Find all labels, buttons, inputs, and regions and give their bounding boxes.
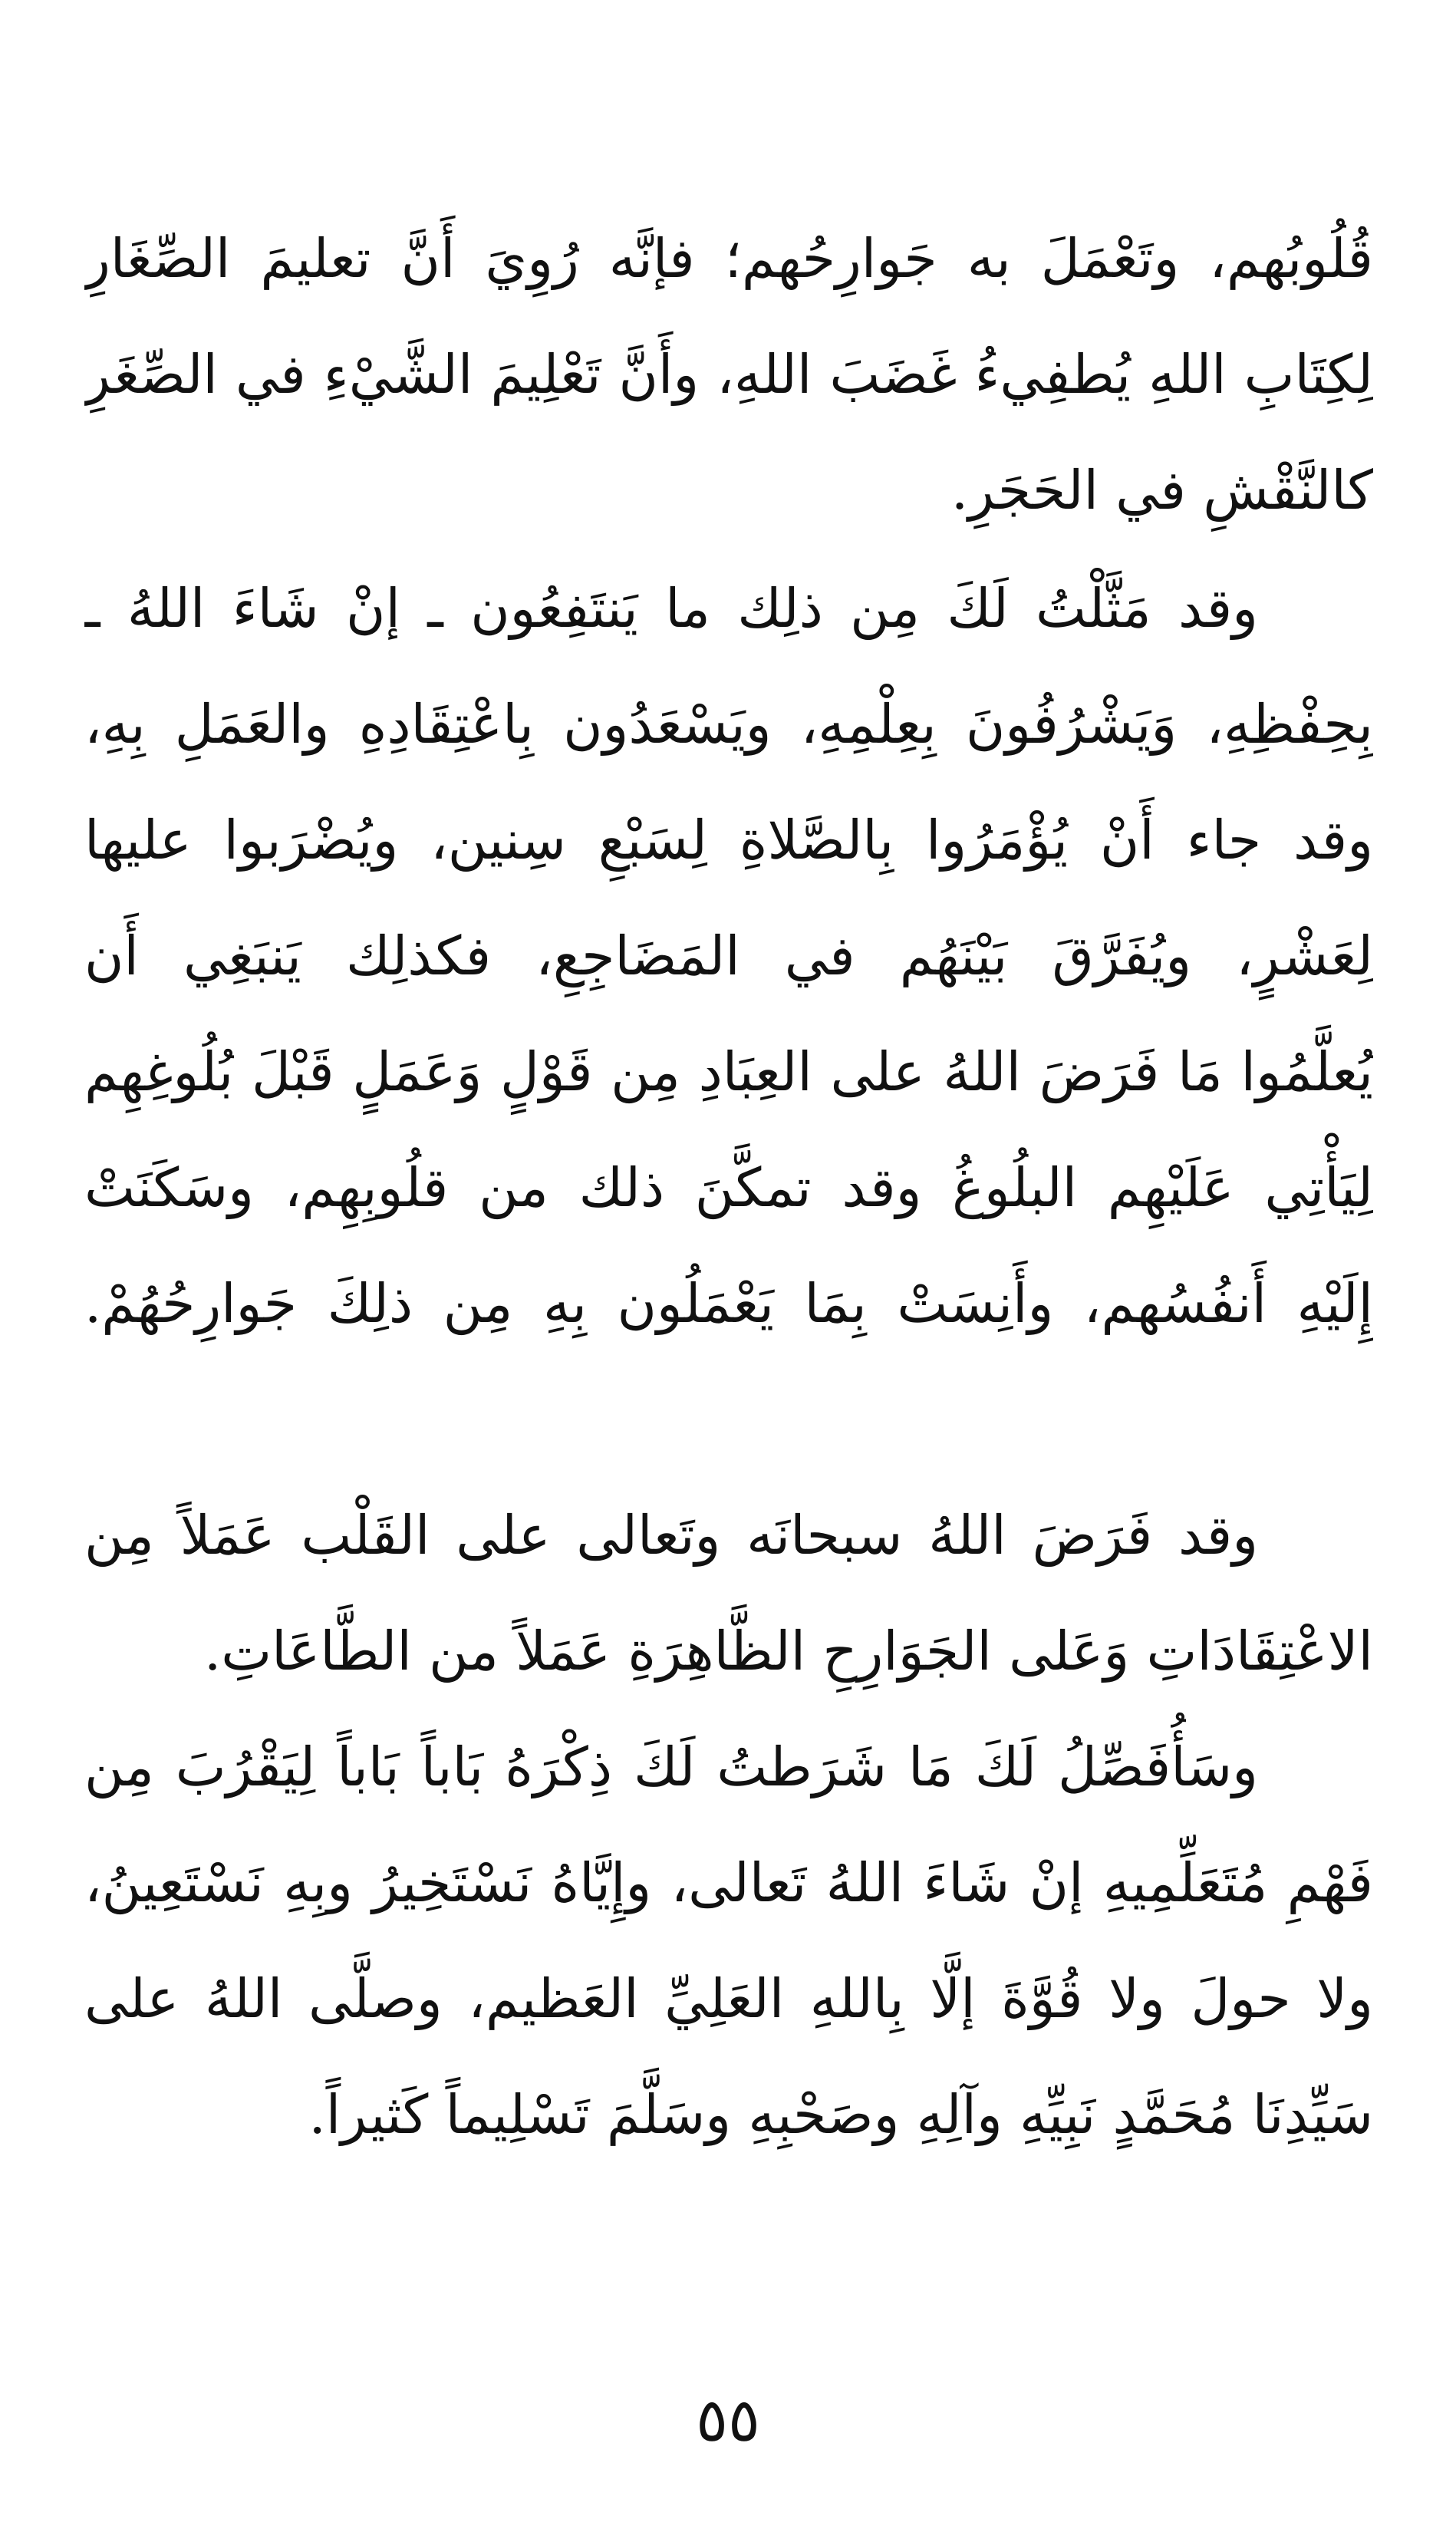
text-line: لِيَأْتِي عَلَيْهِم البلُوغُ وقد تمكَّنَ ذلك من قلُوبِهِم، وسَكَنَتْ (84, 1156, 1373, 1219)
text-line: لِعَشْرٍ، ويُفَرَّقَ بَيْنَهُم في المَضَاجِعِ، فكذلِك يَنبَغِي أَن (84, 925, 1373, 987)
paragraph-1 (84, 201, 1373, 549)
text-line: ولا حولَ ولا قُوَّةَ إلَّا بِاللهِ العَلِيِّ العَظيم، وصلَّى اللهُ على (84, 1967, 1373, 2030)
text-line: فَهْمِ مُتَعَلِّمِيهِ إنْ شَاءَ اللهُ تَعالى، وإِيَّاهُ نَسْتَخِيرُ وبِهِ نَسْتَعِينُ، (84, 1851, 1373, 1914)
paragraph-3 (84, 1478, 1373, 1709)
text-line: الاعْتِقَادَاتِ وَعَلى الجَوَارِحِ الظَّاهِرَةِ عَمَلاً من الطَّاعَاتِ. (204, 1620, 1373, 1683)
text-line: وسَأُفَصِّلُ لَكَ مَا شَرَطتُ لَكَ ذِكْرَهُ بَاباً بَاباً لِيَقْرُبَ مِن (84, 1736, 1258, 1798)
text-line: وقد جاء أَنْ يُؤْمَرُوا بِالصَّلاةِ لِسَبْعِ سِنين، ويُضْرَبوا عليها (84, 809, 1373, 872)
text-line: سَيِّدِنَا مُحَمَّدٍ نَبِيِّهِ وآلِهِ وصَحْبِهِ وسَلَّمَ تَسْلِيماً كَثيراً. (308, 2083, 1373, 2146)
paragraph-4 (84, 1709, 1373, 2173)
text-line: وقد مَثَّلْتُ لَكَ مِن ذلِك ما يَنتَفِعُون ـ إنْ شَاءَ اللهُ ـ (84, 577, 1258, 640)
text-line: كالنَّقْشِ في الحَجَرِ. (950, 459, 1373, 522)
page-number: ٥٥ (696, 2386, 760, 2455)
text-line: بِحِفْظِهِ، وَيَشْرُفُونَ بِعِلْمِهِ، ويَسْعَدُون بِاعْتِقَادِهِ والعَمَلِ بِهِ، (84, 693, 1373, 756)
text-line: لِكِتَابِ اللهِ يُطفِيءُ غَضَبَ اللهِ، وأَنَّ تَعْلِيمَ الشَّيْءِ في الصِّغَرِ (84, 343, 1373, 406)
text-line: وقد فَرَضَ اللهُ سبحانَه وتَعالى على القَلْب عَمَلاً مِن (84, 1504, 1258, 1567)
text-line: قُلُوبُهم، وتَعْمَلَ به جَوارِحُهم؛ فإنَّه رُوِيَ أَنَّ تعليمَ الصِّغَارِ (84, 227, 1373, 290)
text-line: يُعلَّمُوا مَا فَرَضَ اللهُ على العِبَادِ مِن قَوْلٍ وَعَمَلٍ قَبْلَ بُلُوغِهِم (84, 1040, 1373, 1103)
paragraph-2 (84, 551, 1373, 1362)
text-line: إِلَيْهِ أَنفُسُهم، وأَنِسَتْ بِمَا يَعْمَلُون بِهِ مِن ذلِكَ جَوارِحُهُمْ. (84, 1272, 1373, 1335)
